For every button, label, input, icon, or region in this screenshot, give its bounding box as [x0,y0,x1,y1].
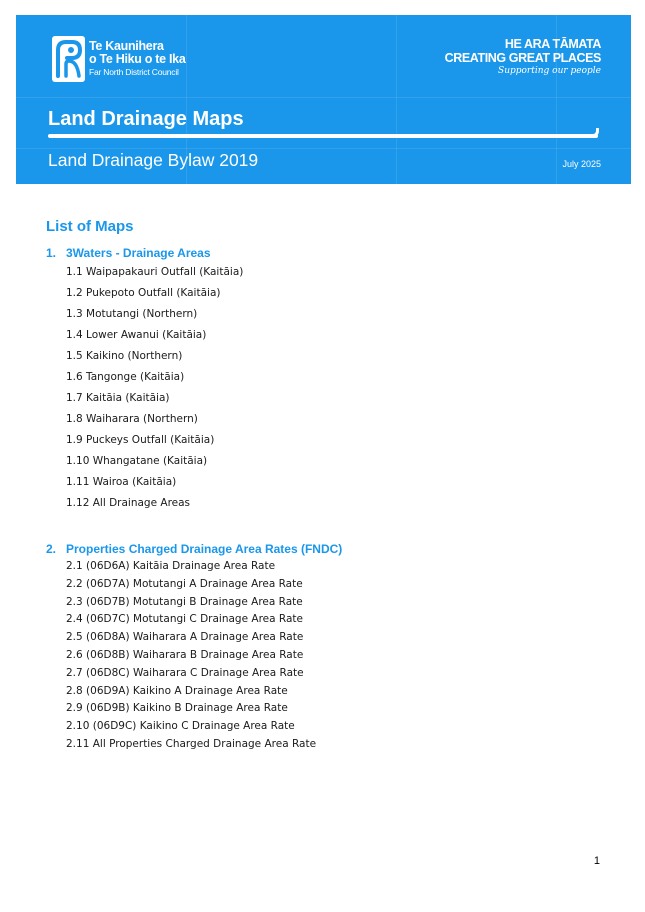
council-name-line1: Te Kaunihera [89,38,164,53]
slogan-line3: Supporting our people [498,66,601,76]
map-list-item[interactable]: 2.5 (06D8A) Waiharara A Drainage Area Rate [66,631,304,644]
council-name [89,40,185,79]
council-logo [52,36,185,82]
map-list-item[interactable]: 2.10 (06D9C) Kaikino C Drainage Area Rate [66,720,295,733]
slogan-line1: HE ARA TĀMATA [504,37,601,51]
map-list-item[interactable]: 2.1 (06D6A) Kaitāia Drainage Area Rate [66,560,276,572]
title-divider-hook [593,128,599,137]
map-list-item[interactable]: 1.11 Wairoa (Kaitāia) [66,476,177,488]
header-banner [16,15,631,184]
table-of-contents [46,216,606,754]
section-title: 3Waters - Drainage Areas [66,246,211,260]
map-list-item[interactable]: 1.6 Tangonge (Kaitāia) [66,371,185,383]
section-number: 2. [46,542,57,556]
map-list-item[interactable]: 2.8 (06D9A) Kaikino A Drainage Area Rate [66,684,288,697]
slogan [445,37,601,77]
map-list-item[interactable]: 1.10 Whangatane (Kaitāia) [66,455,208,467]
map-list-item[interactable]: 1.9 Puckeys Outfall (Kaitāia) [66,434,215,446]
map-list-item[interactable]: 2.6 (06D8B) Waiharara B Drainage Area Rate [66,648,304,661]
map-list-item[interactable]: 2.3 (06D7B) Motutangi B Drainage Area Rate [66,595,303,608]
section-heading [46,540,606,558]
section-heading [46,244,606,262]
map-list-item[interactable]: 2.4 (06D7C) Motutangi C Drainage Area Rate [66,613,303,626]
document-subtitle: Land Drainage Bylaw 2019 [48,150,259,170]
section-items [46,262,606,514]
map-list-item[interactable]: 1.4 Lower Awanui (Kaitāia) [66,329,207,341]
map-list-item[interactable]: 1.5 Kaikino (Northern) [66,350,183,362]
slogan-line2: CREATING GREAT PLACES [444,51,601,65]
map-list-item[interactable]: 1.8 Waiharara (Northern) [66,413,198,425]
council-name-line2: o Te Hiku o te Ika [89,51,186,66]
map-list-item[interactable]: 2.2 (06D7A) Motutangi A Drainage Area Rate [66,577,303,590]
map-list-item[interactable]: 1.12 All Drainage Areas [66,497,191,509]
map-list-item[interactable]: 2.11 All Properties Charged Drainage Area Rate [66,737,317,750]
map-list-item[interactable]: 2.9 (06D9B) Kaikino B Drainage Area Rate [66,702,288,715]
banner-grid-line [396,15,397,184]
map-list-item[interactable]: 1.3 Motutangi (Northern) [66,308,198,320]
section-title: Properties Charged Drainage Area Rates (FNDC) [66,542,343,556]
map-list-item[interactable]: 2.7 (06D8C) Waiharara C Drainage Area Rate [66,666,304,679]
map-list-item[interactable]: 1.7 Kaitāia (Kaitāia) [66,392,170,404]
page-number: 1 [593,855,600,867]
title-divider [48,134,598,138]
map-list-item[interactable]: 1.1 Waipapakauri Outfall (Kaitāia) [66,266,244,278]
map-list-item[interactable]: 1.2 Pukepoto Outfall (Kaitāia) [66,287,221,299]
section-items [46,558,606,754]
section-number: 1. [46,246,57,260]
council-logo-icon [52,36,85,82]
banner-grid-line [16,97,631,98]
list-heading: List of Maps [46,218,134,235]
document-date: July 2025 [562,159,601,169]
document-title: Land Drainage Maps [48,108,244,130]
council-name-line3: Far North District Council [89,66,179,77]
banner-grid-line [16,148,631,149]
